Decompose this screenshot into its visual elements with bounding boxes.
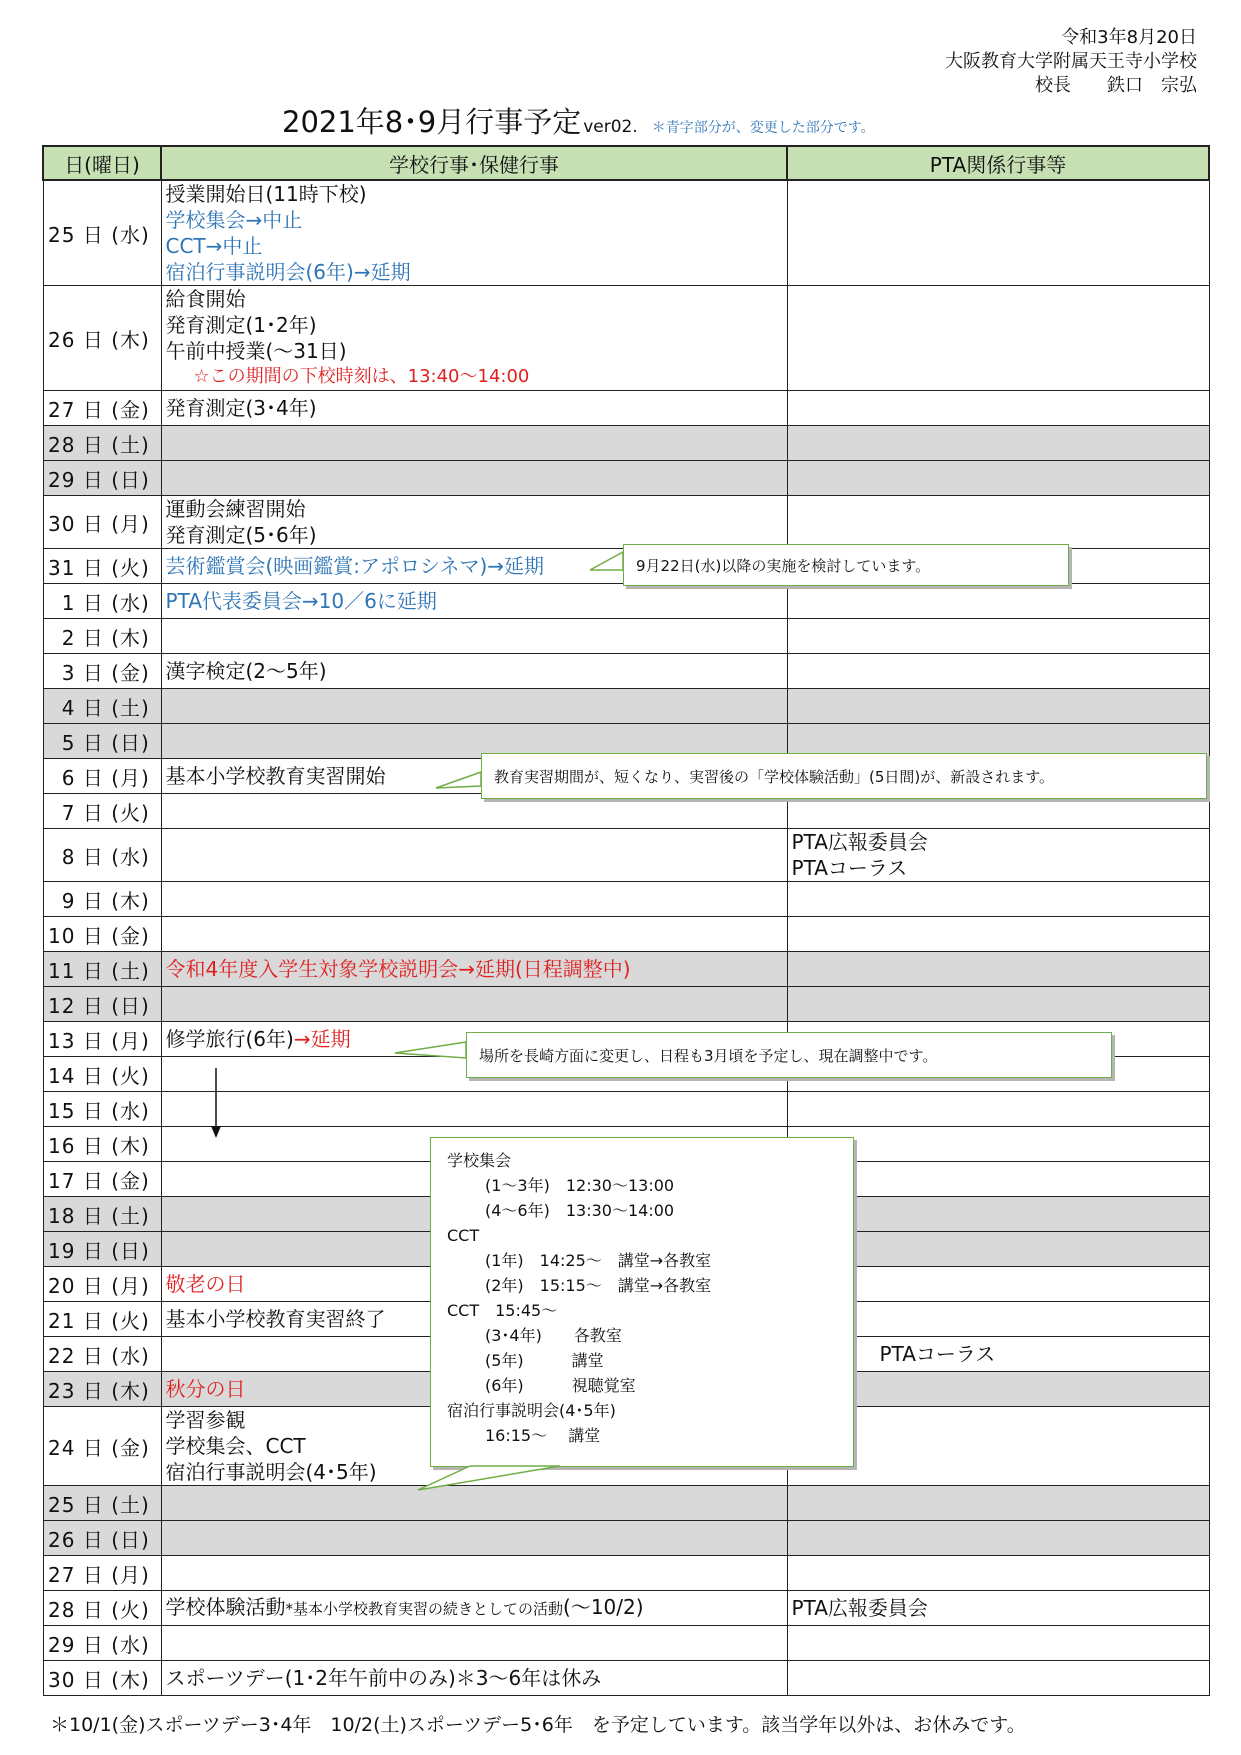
day-suffix: 日 ( xyxy=(75,888,121,913)
header-pta-events: PTA関係行事等 xyxy=(787,146,1209,180)
school-name: 大阪教育大学附属天王寺小学校 xyxy=(945,51,1197,72)
day-suffix: 日 ( xyxy=(75,765,121,790)
day-number: 17 xyxy=(48,1168,76,1193)
weekday: 月 xyxy=(120,1028,142,1053)
day-suffix: 日 ( xyxy=(75,1168,121,1193)
weekday: 金 xyxy=(120,1435,142,1460)
callout-practice-text: 教育実習期間が、短くなり、実習後の「学校体験活動」(5日間)が、新設されます。 xyxy=(494,767,1055,786)
day-suffix: 日 ( xyxy=(75,1308,121,1333)
title-note: ＊青字部分が、変更した部分です。 xyxy=(651,120,875,136)
day-number: 26 xyxy=(48,1527,76,1552)
day-suffix: 日 ( xyxy=(75,1562,121,1587)
weekday-close: ) xyxy=(141,1273,150,1298)
day-number: 18 xyxy=(48,1203,76,1228)
weekday: 木 xyxy=(120,1378,142,1403)
schedule-callout-pointer xyxy=(418,1466,560,1490)
day-suffix: 日 ( xyxy=(75,695,121,720)
day-suffix: 日 ( xyxy=(75,555,121,580)
weekday: 火 xyxy=(120,555,142,580)
event-text: 宿泊行事説明会(6年)→延期 xyxy=(165,260,411,284)
day-number: 11 xyxy=(48,958,76,983)
weekday-close: ) xyxy=(141,1435,150,1460)
day-number: 31 xyxy=(48,555,76,580)
day-number: 1 xyxy=(61,590,76,615)
day-suffix: 日 ( xyxy=(75,1343,121,1368)
day-suffix: 日 ( xyxy=(75,1527,121,1552)
schedule-detail-line: (4～6年) 13:30～14:00 xyxy=(485,1201,675,1220)
title-version: ver02. xyxy=(583,117,638,137)
weekday-close: ) xyxy=(141,590,150,615)
weekday: 火 xyxy=(120,800,142,825)
weekday-close: ) xyxy=(141,958,150,983)
schedule-detail-line: CCT 15:45～ xyxy=(447,1301,558,1320)
schedule-detail-line: (1～3年) 12:30～13:00 xyxy=(485,1176,675,1195)
day-number: 15 xyxy=(48,1098,76,1123)
day-suffix: 日 ( xyxy=(75,1378,121,1403)
day-number: 7 xyxy=(61,800,76,825)
callout-art-text: 9月22日(水)以降の実施を検討しています。 xyxy=(636,556,931,575)
day-suffix: 日 ( xyxy=(75,1028,121,1053)
weekday-close: ) xyxy=(141,923,150,948)
day-suffix: 日 ( xyxy=(75,1238,121,1263)
day-number: 16 xyxy=(48,1133,76,1158)
schedule-detail-line: 宿泊行事説明会(4･5年) xyxy=(447,1401,616,1420)
weekday: 土 xyxy=(120,1203,142,1228)
event-text: 基本小学校教育実習終了 xyxy=(165,1307,386,1331)
event-text: 運動会練習開始 xyxy=(165,497,306,521)
day-suffix: 日 ( xyxy=(75,1203,121,1228)
event-text: 宿泊行事説明会(4･5年) xyxy=(165,1460,377,1484)
schedule-detail-line: (3･4年) 各教室 xyxy=(485,1326,622,1345)
schedule-detail-line: (1年) 14:25～ 講堂→各教室 xyxy=(485,1251,712,1270)
schedule-detail-line: (6年) 視聴覚室 xyxy=(485,1376,636,1395)
day-number: 3 xyxy=(61,660,76,685)
day-number: 29 xyxy=(48,467,76,492)
weekday-close: ) xyxy=(141,327,150,352)
schedule-detail-line: 16:15～ 講堂 xyxy=(485,1426,601,1445)
day-suffix: 日 ( xyxy=(75,800,121,825)
weekday-close: ) xyxy=(141,397,150,422)
weekday-close: ) xyxy=(141,1492,150,1517)
event-text: 発育測定(3･4年) xyxy=(165,396,317,420)
weekday: 土 xyxy=(120,958,142,983)
day-suffix: 日 ( xyxy=(75,958,121,983)
day-suffix: 日 ( xyxy=(75,432,121,457)
weekday-close: ) xyxy=(141,1343,150,1368)
weekday-close: ) xyxy=(141,800,150,825)
event-text: 学校集会、CCT xyxy=(165,1434,306,1458)
weekday-close: ) xyxy=(141,1028,150,1053)
event-text: →延期 xyxy=(293,1027,351,1051)
day-suffix: 日 ( xyxy=(75,1492,121,1517)
event-text: 午前中授業(～31日) xyxy=(165,339,347,363)
event-text: 漢字検定(2～5年) xyxy=(165,659,327,683)
weekday-close: ) xyxy=(141,1667,150,1692)
issue-date: 令和3年8月20日 xyxy=(1061,27,1197,48)
day-suffix: 日 ( xyxy=(75,1273,121,1298)
day-number: 20 xyxy=(48,1273,76,1298)
weekday-close: ) xyxy=(141,660,150,685)
weekday: 木 xyxy=(120,327,142,352)
weekday-close: ) xyxy=(141,222,150,247)
weekday: 土 xyxy=(120,695,142,720)
footer-note: ＊10/1(金)スポーツデー3･4年 10/2(土)スポーツデー5･6年 を予定しています。該当学年以外は、お休みです。 xyxy=(50,1714,1026,1736)
schedule-detail-line: (2年) 15:15～ 講堂→各教室 xyxy=(485,1276,712,1295)
weekday: 日 xyxy=(120,1238,142,1263)
weekday: 水 xyxy=(120,844,142,869)
weekday: 金 xyxy=(120,923,142,948)
weekday: 月 xyxy=(120,511,142,536)
weekday-close: ) xyxy=(141,1098,150,1123)
day-suffix: 日 ( xyxy=(75,1597,121,1622)
day-number: 5 xyxy=(61,730,76,755)
day-number: 10 xyxy=(48,923,76,948)
day-suffix: 日 ( xyxy=(75,844,121,869)
day-suffix: 日 ( xyxy=(75,1133,121,1158)
day-number: 28 xyxy=(48,1597,76,1622)
pta-event-text: PTAコーラス xyxy=(879,1342,996,1366)
day-number: 30 xyxy=(48,1667,76,1692)
callout-trip-text: 場所を長崎方面に変更し、日程も3月頃を予定し、現在調整中です。 xyxy=(479,1046,938,1065)
weekday-close: ) xyxy=(141,765,150,790)
event-text: CCT→中止 xyxy=(165,234,263,258)
event-text: 授業開始日(11時下校) xyxy=(165,182,367,206)
weekday: 木 xyxy=(120,1667,142,1692)
weekday-close: ) xyxy=(141,1378,150,1403)
day-suffix: 日 ( xyxy=(75,993,121,1018)
weekday-close: ) xyxy=(141,555,150,580)
day-number: 25 xyxy=(48,1492,76,1517)
weekday-close: ) xyxy=(141,511,150,536)
day-number: 29 xyxy=(48,1632,76,1657)
day-number: 12 xyxy=(48,993,76,1018)
weekday-close: ) xyxy=(141,1597,150,1622)
event-text: 学校集会→中止 xyxy=(165,208,303,232)
day-number: 27 xyxy=(48,397,76,422)
event-text: 修学旅行(6年) xyxy=(165,1027,294,1051)
weekday-close: ) xyxy=(141,432,150,457)
weekday: 水 xyxy=(120,1343,142,1368)
weekday-close: ) xyxy=(141,1632,150,1657)
day-number: 9 xyxy=(61,888,76,913)
day-number: 8 xyxy=(61,844,76,869)
day-suffix: 日 ( xyxy=(75,397,121,422)
schedule-detail-line: (5年) 講堂 xyxy=(485,1351,604,1370)
principal-name: 校長 鉄口 宗弘 xyxy=(1035,75,1197,96)
schedule-detail-line: CCT xyxy=(447,1226,480,1245)
day-suffix: 日 ( xyxy=(75,1063,121,1088)
weekday-close: ) xyxy=(141,1527,150,1552)
weekday: 火 xyxy=(120,1308,142,1333)
pta-event-text: PTAコーラス xyxy=(791,856,908,880)
day-suffix: 日 ( xyxy=(75,1632,121,1657)
event-text: (～10/2) xyxy=(563,1595,644,1619)
event-text: *基本小学校教育実習の続きとしての活動 xyxy=(285,1600,564,1618)
day-suffix: 日 ( xyxy=(75,1667,121,1692)
day-number: 14 xyxy=(48,1063,76,1088)
weekday-close: ) xyxy=(141,888,150,913)
weekday-close: ) xyxy=(141,467,150,492)
weekday-close: ) xyxy=(141,1063,150,1088)
pta-event-text: PTA広報委員会 xyxy=(791,830,928,854)
practice-callout-pointer xyxy=(436,772,481,788)
header-date: 日(曜日) xyxy=(43,146,161,180)
event-text: 学習参観 xyxy=(165,1408,246,1432)
weekday: 火 xyxy=(120,1063,142,1088)
weekday: 日 xyxy=(120,993,142,1018)
weekday: 水 xyxy=(120,222,142,247)
trip-arrow-head xyxy=(211,1126,221,1138)
weekday: 月 xyxy=(120,1273,142,1298)
event-text: 発育測定(5･6年) xyxy=(165,523,317,547)
event-text: 基本小学校教育実習開始 xyxy=(165,764,386,788)
day-number: 28 xyxy=(48,432,76,457)
day-number: 19 xyxy=(48,1238,76,1263)
trip-callout-pointer xyxy=(395,1042,466,1058)
day-number: 23 xyxy=(48,1378,76,1403)
weekday: 水 xyxy=(120,1098,142,1123)
day-suffix: 日 ( xyxy=(75,730,121,755)
weekday-close: ) xyxy=(141,695,150,720)
event-text: 発育測定(1･2年) xyxy=(165,313,317,337)
weekday: 日 xyxy=(120,730,142,755)
weekday-close: ) xyxy=(141,1203,150,1228)
day-number: 6 xyxy=(61,765,76,790)
day-suffix: 日 ( xyxy=(75,590,121,615)
event-text: 敬老の日 xyxy=(165,1272,246,1296)
day-suffix: 日 ( xyxy=(75,923,121,948)
day-suffix: 日 ( xyxy=(75,327,121,352)
event-text: 芸術鑑賞会(映画鑑賞:アポロシネマ)→延期 xyxy=(165,554,545,578)
weekday-close: ) xyxy=(141,730,150,755)
weekday: 日 xyxy=(120,467,142,492)
weekday: 金 xyxy=(120,1168,142,1193)
weekday: 月 xyxy=(120,765,142,790)
day-number: 4 xyxy=(61,695,76,720)
weekday-close: ) xyxy=(141,1562,150,1587)
weekday: 木 xyxy=(120,888,142,913)
day-suffix: 日 ( xyxy=(75,511,121,536)
day-number: 24 xyxy=(48,1435,76,1460)
day-number: 25 xyxy=(48,222,76,247)
event-text: PTA代表委員会→10／6に延期 xyxy=(165,589,437,613)
event-text: スポーツデー(1･2年午前中のみ)＊3～6年は休み xyxy=(165,1666,602,1690)
day-number: 26 xyxy=(48,327,76,352)
event-text: 学校体験活動 xyxy=(165,1595,286,1619)
weekday-close: ) xyxy=(141,1168,150,1193)
weekday: 木 xyxy=(120,625,142,650)
day-number: 13 xyxy=(48,1028,76,1053)
weekday: 土 xyxy=(120,432,142,457)
weekday: 水 xyxy=(120,1632,142,1657)
event-text: 令和4年度入学生対象学校説明会→延期(日程調整中) xyxy=(165,957,631,981)
event-text: 秋分の日 xyxy=(165,1377,246,1401)
day-suffix: 日 ( xyxy=(75,1098,121,1123)
day-number: 22 xyxy=(48,1343,76,1368)
schedule-detail-line: 学校集会 xyxy=(447,1151,512,1170)
day-number: 30 xyxy=(48,511,76,536)
weekday: 金 xyxy=(120,397,142,422)
weekday-close: ) xyxy=(141,1238,150,1263)
header-school-events: 学校行事･保健行事 xyxy=(161,146,787,180)
day-number: 27 xyxy=(48,1562,76,1587)
weekday: 木 xyxy=(120,1133,142,1158)
weekday: 日 xyxy=(120,1527,142,1552)
weekday: 金 xyxy=(120,660,142,685)
day-number: 2 xyxy=(61,625,76,650)
day-number: 21 xyxy=(48,1308,76,1333)
weekday: 火 xyxy=(120,1597,142,1622)
weekday-close: ) xyxy=(141,625,150,650)
weekday-close: ) xyxy=(141,1308,150,1333)
day-suffix: 日 ( xyxy=(75,467,121,492)
day-suffix: 日 ( xyxy=(75,1435,121,1460)
weekday-close: ) xyxy=(141,844,150,869)
weekday: 月 xyxy=(120,1562,142,1587)
title-main: 2021年8･9月行事予定 xyxy=(282,105,582,139)
day-suffix: 日 ( xyxy=(75,625,121,650)
weekday-close: ) xyxy=(141,1133,150,1158)
event-text: 給食開始 xyxy=(165,287,246,311)
event-text: ☆この期間の下校時刻は、13:40～14:00 xyxy=(193,366,530,387)
weekday-close: ) xyxy=(141,993,150,1018)
day-suffix: 日 ( xyxy=(75,660,121,685)
day-suffix: 日 ( xyxy=(75,222,121,247)
art-callout-pointer xyxy=(590,552,623,570)
pta-event-text: PTA広報委員会 xyxy=(791,1596,928,1620)
weekday: 水 xyxy=(120,590,142,615)
weekday: 土 xyxy=(120,1492,142,1517)
